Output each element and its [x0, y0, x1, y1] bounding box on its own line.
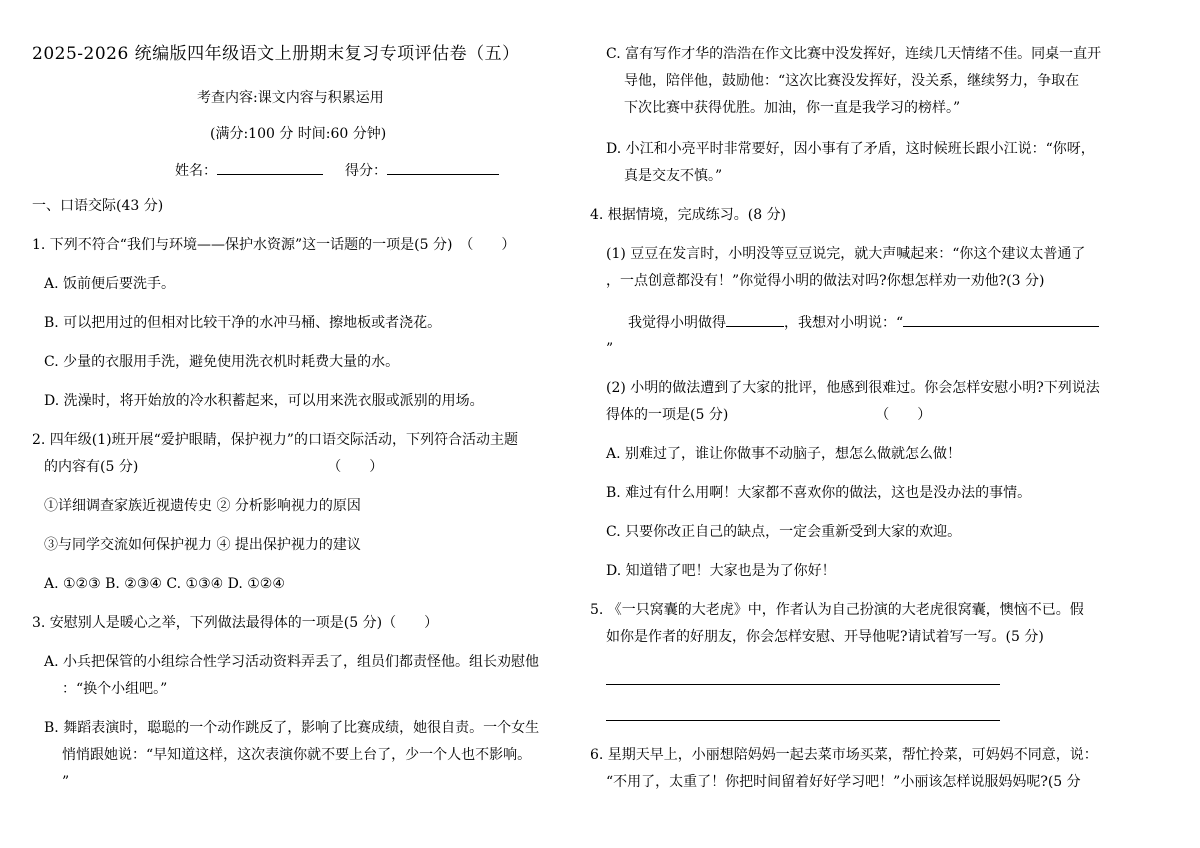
section-heading: 一、口语交际(43 分)	[32, 198, 164, 214]
q5-answer-rule-1[interactable]	[606, 684, 1000, 685]
q3-option-a-line1: A. 小兵把保管的小组综合性学习活动资料弄丢了，组员们都责怪他。组长劝慰他	[44, 654, 540, 670]
q3-option-c-line3: 下次比赛中获得优胜。加油，你一直是我学习的榜样。”	[624, 100, 961, 116]
q3-option-b-line1: B. 舞蹈表演时，聪聪的一个动作跳反了，影响了比赛成绩，她很自责。一个女生	[44, 720, 540, 736]
q2-items-line2: ③与同学交流如何保护视力 ④ 提出保护视力的建议	[44, 537, 361, 553]
q4-part1-line2: ，一点创意都没有！”你觉得小明的做法对吗?你想怎样劝一劝他?(3 分)	[606, 273, 1045, 289]
name-field[interactable]	[217, 160, 323, 175]
score-field[interactable]	[387, 160, 499, 175]
q2-items-line1: ①详细调查家族近视遗传史 ② 分析影响视力的原因	[44, 498, 361, 514]
q5-line2: 如你是作者的好朋友，你会怎样安慰、开导他呢?请试着写一写。(5 分)	[606, 629, 1044, 645]
q3-option-c-line1: C. 富有写作才华的浩浩在作文比赛中没发挥好，连续几天情绪不佳。同桌一直开	[606, 46, 1102, 62]
q1-option-b: B. 可以把用过的但相对比较干净的水冲马桶、擦地板或者浇花。	[44, 315, 442, 331]
q3-option-b-line3: ”	[62, 774, 70, 790]
q3-stem: 3. 安慰别人是暖心之举，下列做法最得体的一项是(5 分)（ ）	[32, 615, 439, 631]
q1-stem: 1. 下列不符合“我们与环境——保护水资源”这一话题的一项是(5 分) （ ）	[32, 237, 516, 253]
q4-answer-prefix: 我觉得小明做得	[628, 315, 726, 331]
q4-answer-mid: ，我想对小明说：“	[784, 315, 904, 331]
q4-judgement-blank[interactable]	[726, 312, 784, 327]
q1-option-a: A. 饭前便后要洗手。	[44, 276, 176, 292]
q5-line1: 5. 《一只窝囊的大老虎》中，作者认为自己扮演的大老虎很窝囊，懊恼不已。假	[590, 602, 1084, 618]
q1-option-d: D. 洗澡时，将开始放的冷水积蓄起来，可以用来洗衣服或派别的用场。	[44, 393, 484, 409]
q3-option-a-line2: ：“换个小组吧。”	[62, 681, 168, 697]
q2-stem-line1: 2. 四年级(1)班开展“爱护眼睛，保护视力”的口语交际活动，下列符合活动主题	[32, 432, 518, 448]
q3-option-d-line1: D. 小江和小亮平时非常要好，因小事有了矛盾，这时候班长跟小江说：“你呀，	[606, 141, 1095, 157]
exam-scope: 考查内容:课文内容与积累运用	[197, 90, 384, 106]
q3-option-b-line2: 悄悄跟她说：“早知道这样，这次表演你就不要上台了，少一个人也不影响。	[62, 747, 532, 763]
name-score-line	[175, 160, 499, 181]
q4-stem: 4. 根据情境，完成练习。(8 分)	[590, 207, 787, 223]
q4-answer-line	[628, 312, 1099, 333]
q6-line2: “不用了，太重了！你把时间留着好好学习吧！”小丽该怎样说服妈妈呢?(5 分	[606, 774, 1081, 790]
q4-option-a: A. 别难过了，谁让你做事不动脑子，想怎么做就怎么做！	[606, 446, 962, 462]
name-label: 姓名：	[175, 163, 217, 179]
q2-options: A. ①②③ B. ②③④ C. ①③④ D. ①②④	[44, 576, 285, 592]
q4-advice-blank[interactable]	[903, 312, 1099, 327]
q4-option-d: D. 知道错了吧！大家也是为了你好！	[606, 563, 836, 579]
q4-part1-line1: (1) 豆豆在发言时，小明没等豆豆说完，就大声喊起来：“你这个建议太普通了	[606, 246, 1086, 262]
q1-option-c: C. 少量的衣服用手洗，避免使用洗衣机时耗费大量的水。	[44, 354, 400, 370]
score-time-info: (满分:100 分 时间:60 分钟)	[210, 126, 387, 142]
q2-stem-line2: 的内容有(5 分) （ ）	[44, 459, 384, 475]
page-title: 2025-2026 统编版四年级语文上册期末复习专项评估卷（五）	[32, 44, 520, 64]
q4-part2-line2: 得体的一项是(5 分) （ ）	[606, 407, 932, 423]
q3-option-d-line2: 真是交友不慎。”	[624, 168, 723, 184]
score-label: 得分：	[345, 163, 387, 179]
q4-part2-line1: (2) 小明的做法遭到了大家的批评，他感到很难过。你会怎样安慰小明?下列说法	[606, 380, 1100, 396]
q4-option-c: C. 只要你改正自己的缺点，一定会重新受到大家的欢迎。	[606, 524, 962, 540]
q3-option-c-line2: 导他，陪伴他，鼓励他：“这次比赛没发挥好，没关系，继续努力，争取在	[624, 73, 1080, 89]
q4-option-b: B. 难过有什么用啊！大家都不喜欢你的做法，这也是没办法的事情。	[606, 485, 1032, 501]
q5-answer-rule-2[interactable]	[606, 720, 1000, 721]
q4-answer-close: ”	[606, 341, 614, 357]
q6-line1: 6. 星期天早上，小丽想陪妈妈一起去菜市场买菜，帮忙拎菜，可妈妈不同意，说：	[590, 747, 1098, 763]
